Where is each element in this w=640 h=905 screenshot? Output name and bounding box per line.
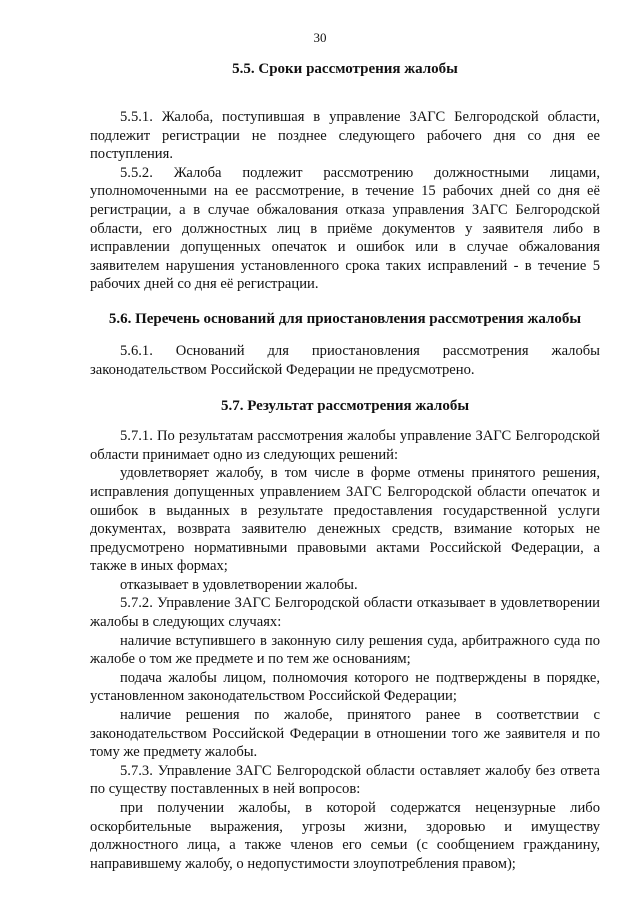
paragraph-refusal-prior-decision: наличие решения по жалобе, принятого ранее в соответствии с законодательством Российской Федерации в отношении того же заявителя и по тому же предмету жалобы. bbox=[90, 707, 600, 761]
paragraph-refusal-court: наличие вступившего в законную силу решения суда, арбитражного суда по жалобе о том же предмете и по тем же основаниям; bbox=[90, 632, 600, 668]
paragraph-5-7-2: 5.7.2. Управление ЗАГС Белгородской области отказывает в удовлетворении жалобы в следующих случаях: bbox=[90, 595, 600, 631]
paragraph-5-7-1: 5.7.1. По результатам рассмотрения жалобы управление ЗАГС Белгородской области принимает одно из следующих решений: bbox=[90, 428, 600, 463]
section-heading-5-6: 5.6. Перечень оснований для приостановления рассмотрения жалобы bbox=[108, 310, 582, 327]
paragraph-5-6-1: 5.6.1. Оснований для приостановления рассмотрения жалобы законодательством Российской Федерации не предусмотрено. bbox=[90, 342, 600, 378]
paragraph-refusal-authority: подача жалобы лицом, полномочия которого не подтверждены в порядке, установленном законодательством Российской Федерации; bbox=[90, 669, 600, 705]
paragraph-5-5-2: 5.5.2. Жалоба подлежит рассмотрению должностными лицами, уполномоченными на ее рассмотрение, в течение 15 рабочих дней со дня её регистрации, а в случае обжалования отказа управления ЗАГС Белгородской области, его должностных лиц в приёме документов у заявителя либо в исправлении допущенных опечаток и ошибок или в случае обжалования заявителем нарушения установленного срока таких исправлений - в течение 5 рабочих дней со дня её регистрации. bbox=[90, 164, 600, 293]
paragraph-5-5-1: 5.5.1. Жалоба, поступившая в управление ЗАГС Белгородской области, подлежит регистрации не позднее следующего рабочего дня со дня ее поступления. bbox=[90, 109, 600, 163]
document-body bbox=[90, 58, 600, 873]
page-number: 30 bbox=[313, 30, 327, 45]
section-heading-5-7: 5.7. Результат рассмотрения жалобы bbox=[220, 398, 470, 415]
section-heading-5-5: 5.5. Сроки рассмотрения жалобы bbox=[232, 61, 458, 77]
paragraph-5-7-3: 5.7.3. Управление ЗАГС Белгородской области оставляет жалобу без ответа по существу поставленных в ней вопросов: bbox=[90, 762, 600, 798]
paragraph-decision-satisfy: удовлетворяет жалобу, в том числе в форме отмены принятого решения, исправления допущенных управлением ЗАГС Белгородской области опечаток и ошибок в выданных в результате предоставления государственной услуги документах, возврата заявителю денежных средств, взимание которых не предусмотрено нормативными правовыми актами Российской Федерации, а также в иных формах; bbox=[90, 465, 600, 575]
paragraph-no-answer-obscene: при получении жалобы, в которой содержатся нецензурные либо оскорбительные выражения, угрозы жизни, здоровью и имуществу должностного лица, а также членов его семьи (с сообщением гражданину, направившему жалобу, о недопустимости злоупотребления правом); bbox=[90, 800, 600, 872]
paragraph-decision-refuse: отказывает в удовлетворении жалобы. bbox=[120, 576, 358, 593]
